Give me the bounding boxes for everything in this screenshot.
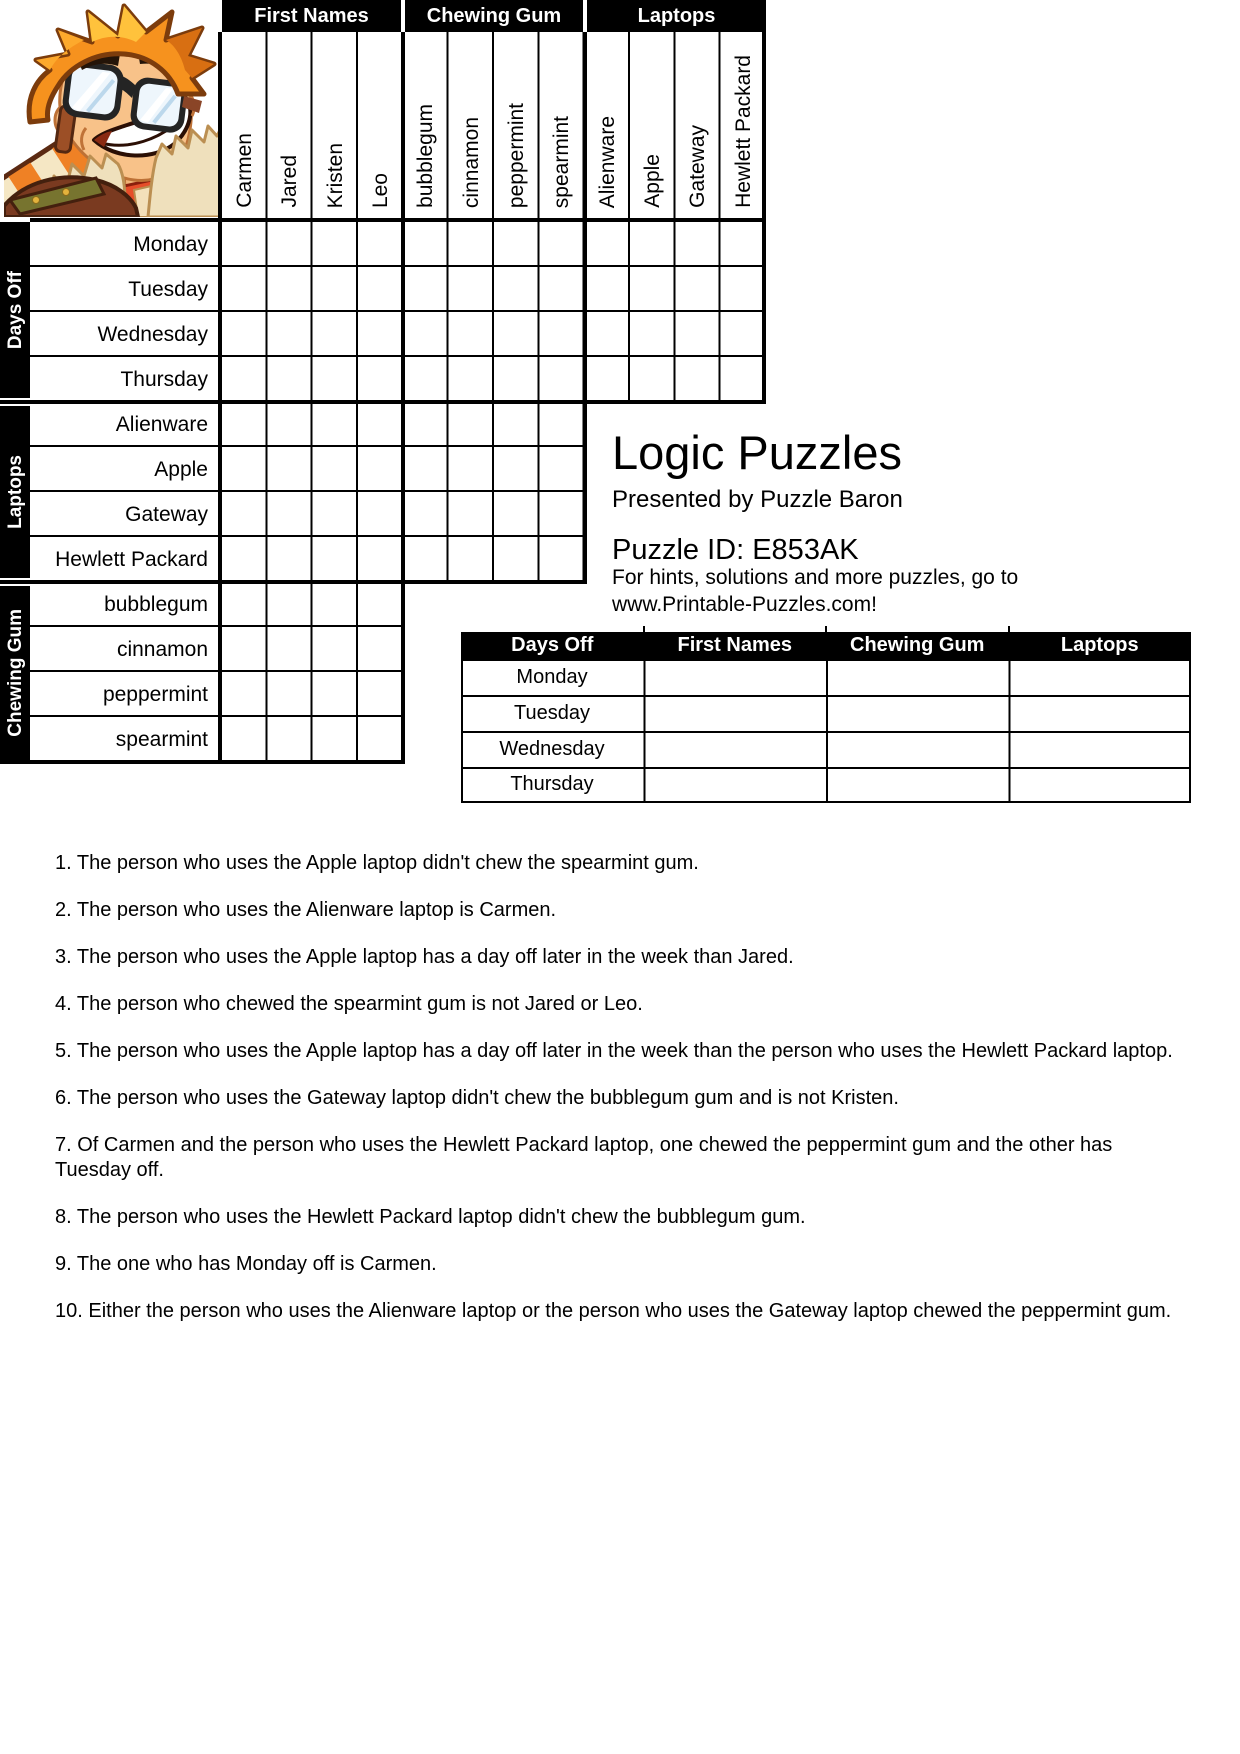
- col-label-apple: Apple: [641, 154, 665, 208]
- hint-text: [612, 564, 1018, 618]
- answer-cell-first-name[interactable]: [644, 731, 826, 767]
- row-label-hewlett-packard: Hewlett Packard: [55, 547, 208, 571]
- colgroup-label: Laptops: [637, 4, 716, 27]
- row-label-apple: Apple: [154, 457, 208, 481]
- grid-border: [583, 32, 587, 584]
- answer-day-monday: Monday: [516, 665, 588, 688]
- mascot-illustration: [4, 0, 220, 217]
- clue-item: 3. The person who uses the Apple laptop has a day off later in the week than Jared.: [55, 946, 794, 968]
- clue-item: 8. The person who uses the Hewlett Packard laptop didn't chew the bubblegum gum.: [55, 1206, 806, 1228]
- page-title: Logic Puzzles: [612, 426, 902, 479]
- grid-border: [218, 32, 222, 764]
- row-label-spearmint: spearmint: [115, 727, 208, 751]
- answer-cell-chewing-gum[interactable]: [826, 659, 1008, 695]
- col-label-hewlett-packard: Hewlett Packard: [731, 55, 755, 208]
- answer-day-thursday: Thursday: [510, 772, 594, 795]
- row-label-alienware: Alienware: [115, 412, 208, 436]
- row-label-tuesday: Tuesday: [128, 277, 208, 301]
- grid-border: [0, 760, 403, 764]
- col-label-alienware: Alienware: [595, 115, 619, 208]
- col-label-cinnamon: cinnamon: [459, 116, 483, 208]
- col-label-peppermint: peppermint: [505, 102, 529, 208]
- clue-item: 9. The one who has Monday off is Carmen.: [55, 1253, 437, 1275]
- grid-border: [0, 580, 585, 584]
- row-label-cinnamon: cinnamon: [116, 637, 208, 661]
- answer-cell-laptop[interactable]: [1009, 767, 1189, 801]
- answer-day-tuesday: Tuesday: [514, 701, 590, 724]
- row-label-thursday: Thursday: [120, 367, 208, 391]
- answer-day-wednesday: Wednesday: [499, 737, 605, 760]
- answer-cell-chewing-gum[interactable]: [826, 695, 1008, 731]
- col-label-bubblegum: bubblegum: [414, 104, 438, 208]
- col-label-jared: Jared: [278, 155, 302, 208]
- grid-border: [401, 32, 405, 764]
- grid-colgroup-header-chewing-gum: [405, 0, 583, 32]
- col-label-carmen: Carmen: [233, 133, 257, 208]
- answer-cell-laptop[interactable]: [1009, 695, 1189, 731]
- row-label-peppermint: peppermint: [102, 682, 208, 706]
- answer-cell-laptop[interactable]: [1009, 659, 1189, 695]
- col-label-gateway: Gateway: [686, 125, 710, 208]
- grid-rowgroup-band-chewing-gum: Chewing Gum: [0, 586, 30, 760]
- clue-item: 5. The person who uses the Apple laptop has a day off later in the week than the person who uses the Hewlett Packard laptop.: [55, 1040, 1173, 1062]
- col-label-spearmint: spearmint: [550, 115, 574, 208]
- answer-cell-first-name[interactable]: [644, 659, 826, 695]
- puzzle-id: Puzzle ID: E853AK: [612, 534, 859, 566]
- grid-cells-days-off-block[interactable]: [222, 222, 766, 402]
- row-label-bubblegum: bubblegum: [104, 592, 208, 616]
- clue-item: 10. Either the person who uses the Alienware laptop or the person who uses the Gateway laptop chewed the peppermint gum.: [55, 1300, 1172, 1322]
- grid-colgroup-header-first-names: [222, 0, 401, 32]
- grid-border: [0, 400, 766, 404]
- answer-cell-first-name[interactable]: [644, 695, 826, 731]
- col-label-leo: Leo: [369, 172, 393, 208]
- grid-border: [762, 32, 766, 404]
- answer-cell-first-name[interactable]: [644, 767, 826, 801]
- clue-item: 1. The person who uses the Apple laptop didn't chew the spearmint gum.: [55, 852, 699, 874]
- row-label-wednesday: Wednesday: [97, 322, 208, 346]
- colgroup-label: First Names: [254, 4, 369, 27]
- col-label-kristen: Kristen: [323, 142, 347, 208]
- hint-line-2: www.Printable-Puzzles.com!: [612, 593, 877, 616]
- grid-border: [30, 218, 766, 222]
- colgroup-label: Chewing Gum: [426, 4, 562, 27]
- clue-item: 4. The person who chewed the spearmint gum is not Jared or Leo.: [55, 993, 643, 1015]
- answer-cell-laptop[interactable]: [1009, 731, 1189, 767]
- answer-header-days-off: Days Off: [511, 634, 594, 656]
- answer-cell-chewing-gum[interactable]: [826, 731, 1008, 767]
- page-subtitle: Presented by Puzzle Baron: [612, 486, 903, 513]
- hint-line-1: For hints, solutions and more puzzles, go to: [612, 566, 1019, 589]
- clue-item: 7. Of Carmen and the person who uses the Hewlett Packard laptop, one chewed the peppermint gum and the other has Tuesday off.: [55, 1134, 1113, 1181]
- answer-cell-chewing-gum[interactable]: [826, 767, 1008, 801]
- answer-table-header: [461, 632, 1191, 659]
- grid-rowgroup-band-laptops: Laptops: [0, 406, 30, 578]
- row-label-monday: Monday: [133, 232, 208, 256]
- clue-item: 6. The person who uses the Gateway laptop didn't chew the bubblegum gum and is not Kristen.: [55, 1087, 899, 1109]
- clue-item: 2. The person who uses the Alienware laptop is Carmen.: [55, 899, 557, 921]
- answer-header-chewing-gum: Chewing Gum: [850, 634, 985, 656]
- answer-header-laptops: Laptops: [1060, 634, 1139, 656]
- row-label-gateway: Gateway: [125, 502, 208, 526]
- grid-colgroup-header-laptops: [587, 0, 766, 32]
- answer-header-first-names: First Names: [677, 634, 792, 656]
- grid-cells-chewing-gum-block[interactable]: [222, 582, 403, 762]
- grid-rowgroup-band-days-off: Days Off: [0, 222, 30, 398]
- clue-list: [55, 851, 1188, 1346]
